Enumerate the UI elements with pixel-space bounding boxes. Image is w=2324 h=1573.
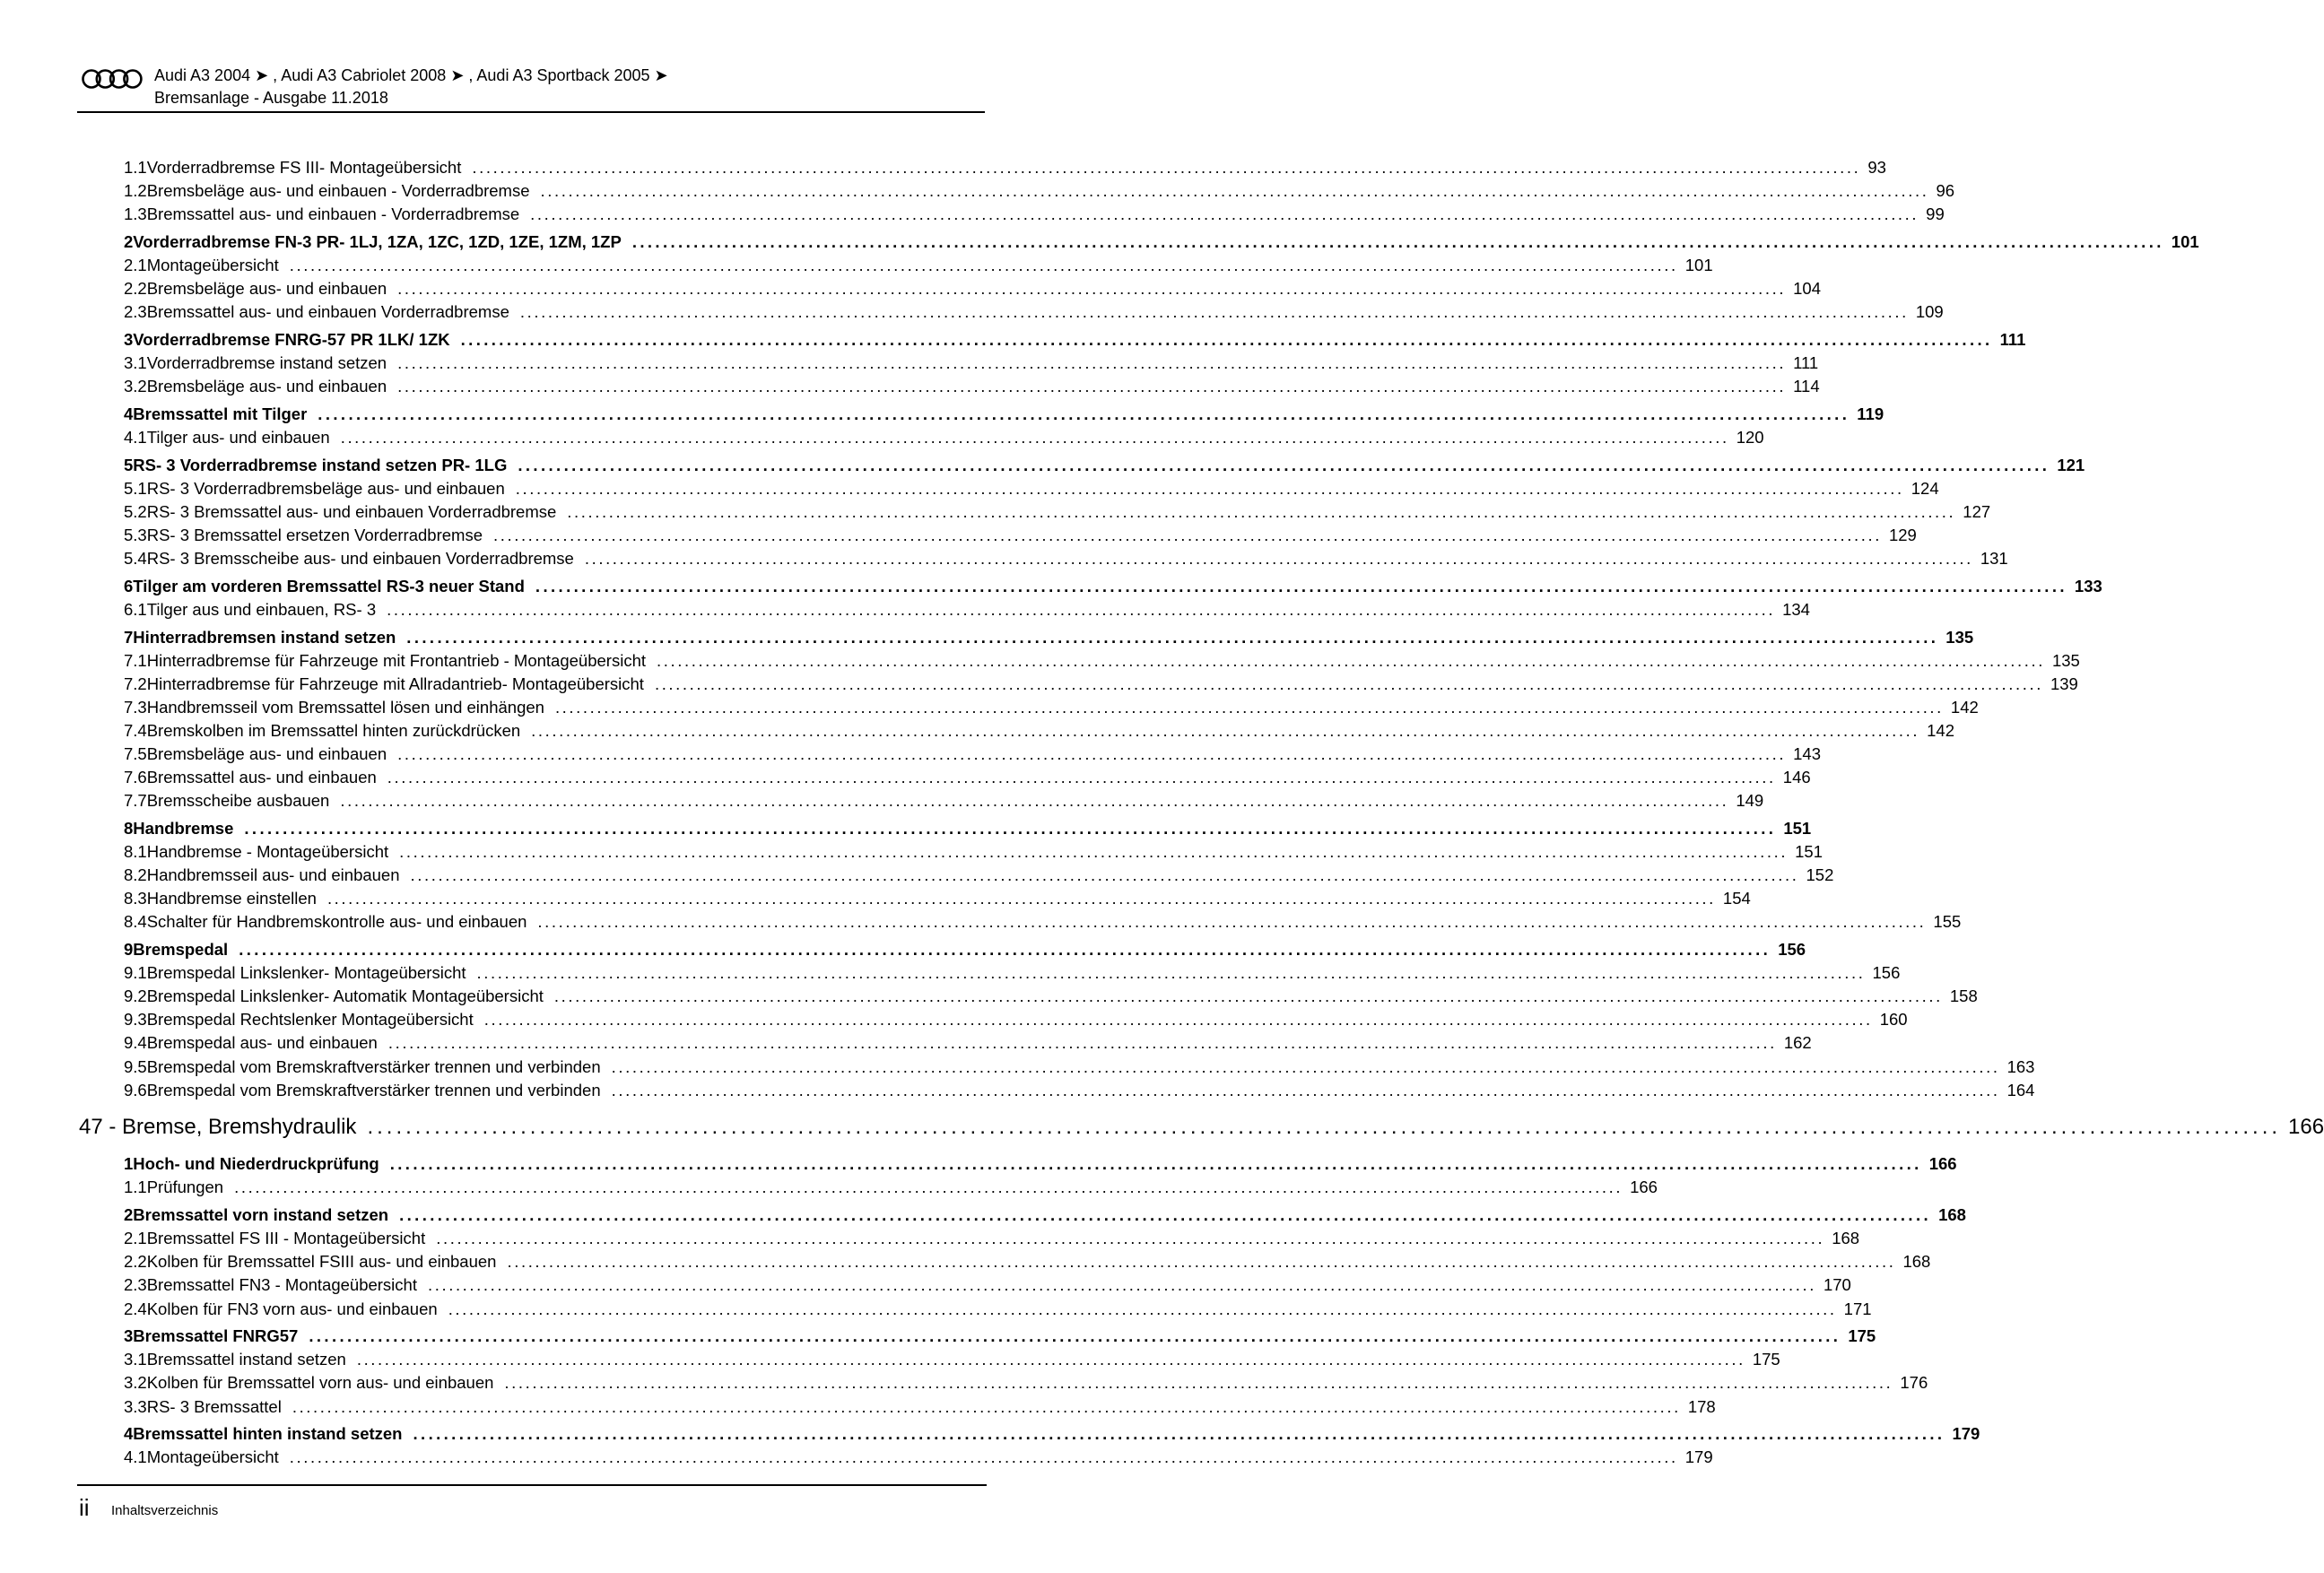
toc-dot-leader: ........................................................................................................................................................................................................	[309, 1326, 1841, 1346]
toc-entry-title: RS- 3 Bremsscheibe aus- und einbauen Vorderradbremse	[146, 549, 574, 568]
toc-entry-title: Bremssattel vorn instand setzen	[133, 1205, 389, 1225]
header-manual-title: Bremsanlage - Ausgabe 11.2018	[154, 89, 388, 107]
toc-dot-leader: ........................................................................................................................................................................................................	[535, 576, 2067, 595]
header-vehicle-models: Audi A3 2004 ➤ , Audi A3 Cabriolet 2008 ➤ , Audi A3 Sportback 2005 ➤	[154, 66, 668, 84]
toc-page-number: 149	[1736, 791, 1764, 811]
toc-entry-row[interactable]	[124, 743, 1821, 765]
toc-dot-leader: ........................................................................................................................................................................................................	[553, 986, 1943, 1006]
toc-entry-row[interactable]	[124, 501, 1991, 523]
toc-entry-row[interactable]	[124, 841, 1823, 863]
toc-entry-title: Kolben für Bremssattel vorn aus- und einbauen	[146, 1373, 494, 1393]
toc-entry-number: 5.1	[124, 478, 147, 498]
toc-entry-number: 8.4	[124, 912, 147, 932]
toc-entry-number: 2.1	[124, 256, 147, 274]
toc-entry-row[interactable]	[124, 1056, 2035, 1078]
toc-page-number: 179	[1952, 1424, 1980, 1444]
toc-entry-title: RS- 3 Vorderradbremse instand setzen PR- 1LG	[133, 455, 508, 474]
toc-entry-title: Bremspedal vom Bremskraftverstärker trennen und verbinden	[146, 1056, 601, 1076]
toc-dot-leader: ........................................................................................................................................................................................................	[584, 549, 1973, 568]
toc-entry-row[interactable]	[124, 548, 2008, 569]
toc-entry-number: 7.4	[124, 720, 147, 740]
toc-dot-leader: ........................................................................................................................................................................................................	[413, 1424, 1945, 1444]
toc-entry-title: Bremssattel hinten instand setzen	[133, 1424, 403, 1444]
toc-entry-row[interactable]	[124, 427, 1764, 448]
toc-entry-title: Handbremse einstellen	[146, 889, 317, 908]
toc-chapter-row[interactable]	[124, 627, 1974, 648]
toc-entry-number: 4	[124, 404, 134, 423]
toc-page-number: 146	[1782, 768, 1811, 787]
toc-entry-number: 3.2	[124, 377, 147, 396]
toc-entry-title: Bremssattel FN3 - Montageübersicht	[146, 1275, 417, 1295]
toc-entry-number: 2.1	[124, 1229, 147, 1248]
toc-dot-leader: ........................................................................................................................................................................................................	[292, 1396, 1681, 1416]
toc-entry-number: 2.2	[124, 279, 147, 299]
toc-page-number: 166	[1928, 1154, 1957, 1174]
toc-entry-number: 7	[124, 627, 134, 647]
toc-dot-leader: ........................................................................................................................................................................................................	[244, 818, 1777, 838]
toc-page-number: 104	[1793, 279, 1821, 299]
toc-chapter-row[interactable]	[124, 576, 2102, 597]
toc-entry-number: 1.2	[124, 181, 147, 201]
toc-entry-row[interactable]	[124, 962, 1901, 984]
toc-entry-number: 9	[124, 940, 134, 959]
toc-page-number: 155	[1933, 912, 1962, 932]
toc-entry-title: Schalter für Handbremskontrolle aus- und einbauen	[146, 912, 527, 932]
toc-entry-number: 5.2	[124, 501, 147, 521]
toc-entry-number: 7.1	[124, 650, 147, 670]
toc-entry-title: Tilger aus- und einbauen	[146, 427, 330, 447]
toc-page-number: 111	[1999, 329, 2026, 349]
toc-page-number: 121	[2057, 455, 2085, 474]
toc-entry-number: 3.2	[124, 1373, 147, 1393]
toc-page-number: 142	[1927, 720, 1954, 740]
toc-entry-number: 3	[124, 329, 134, 349]
toc-entry-title: Vorderradbremse instand setzen	[146, 353, 387, 372]
toc-entry-row[interactable]	[124, 674, 2078, 695]
footer-page-number: ii	[79, 1494, 90, 1521]
toc-dot-leader: ........................................................................................................................................................................................................	[519, 302, 1909, 322]
toc-page-number: 143	[1793, 744, 1821, 763]
toc-entry-row[interactable]	[124, 1177, 1658, 1198]
toc-page-number: 135	[1945, 627, 1974, 647]
toc-dot-leader: ........................................................................................................................................................................................................	[318, 404, 1850, 423]
toc-entry-number: 5.3	[124, 525, 147, 544]
toc-entry-number: 7.3	[124, 697, 147, 717]
toc-page-number: 124	[1911, 478, 1939, 498]
toc-chapter-row[interactable]	[124, 1423, 1980, 1445]
toc-entry-number: 3.3	[124, 1396, 147, 1416]
toc-entry-title: RS- 3 Vorderradbremsbeläge aus- und einbauen	[146, 478, 505, 498]
toc-entry-title: Bremspedal vom Bremskraftverstärker trennen und verbinden	[146, 1080, 601, 1099]
toc-dot-leader: ........................................................................................................................................................................................................	[611, 1080, 2000, 1099]
toc-dot-leader: ........................................................................................................................................................................................................	[515, 478, 1904, 498]
toc-page-number: 139	[2050, 674, 2078, 693]
toc-entry-number: 9.6	[124, 1080, 147, 1099]
toc-page-number: 101	[2171, 231, 2199, 251]
toc-entry-title: Bremssattel instand setzen	[146, 1350, 346, 1369]
toc-chapter-row[interactable]	[124, 329, 2026, 351]
toc-dot-leader: ........................................................................................................................................................................................................	[340, 427, 1729, 447]
toc-page-number: 129	[1888, 525, 1917, 544]
toc-page-number: 151	[1795, 842, 1823, 861]
toc-entry-title: Handbremsseil aus- und einbauen	[146, 865, 400, 885]
toc-dot-leader: ........................................................................................................................................................................................................	[567, 501, 1956, 521]
toc-entry-number: 6.1	[124, 599, 147, 619]
toc-entry-title: Tilger aus und einbauen, RS- 3	[146, 599, 377, 619]
toc-page-number: 163	[2006, 1056, 2035, 1076]
toc-entry-title: Bremspedal aus- und einbauen	[146, 1033, 378, 1053]
toc-dot-leader: ........................................................................................................................................................................................................	[397, 279, 1787, 299]
toc-entry-title: Handbremse	[133, 818, 234, 838]
toc-entry-title: Bremsbeläge aus- und einbauen	[146, 377, 387, 396]
toc-page-number: 156	[1778, 940, 1806, 959]
toc-page-number: 162	[1783, 1033, 1812, 1053]
toc-dot-leader: ........................................................................................................................................................................................................	[387, 768, 1776, 787]
toc-entry-title: Bremskolben im Bremssattel hinten zurückdrücken	[146, 720, 521, 740]
toc-page-number: 176	[1900, 1373, 1928, 1393]
toc-entry-row[interactable]	[124, 376, 1820, 397]
toc-entry-row[interactable]	[124, 767, 1811, 788]
toc-entry-title: Vorderradbremse FNRG-57 PR 1LK/ 1ZK	[133, 329, 450, 349]
toc-entry-title: Bremsbeläge aus- und einbauen	[146, 744, 387, 763]
toc-entry-number: 2	[124, 231, 134, 251]
toc-entry-number: 1	[124, 1154, 134, 1174]
toc-entry-row[interactable]	[124, 1251, 1931, 1273]
toc-dot-leader: ........................................................................................................................................................................................................	[387, 1033, 1777, 1053]
toc-entry-row[interactable]	[124, 525, 1917, 546]
toc-entry-title: Bremssattel mit Tilger	[133, 404, 308, 423]
toc-page-number: 166	[2288, 1114, 2324, 1139]
toc-dot-leader: ........................................................................................................................................................................................................	[234, 1178, 1623, 1197]
toc-entry-number: 8	[124, 818, 134, 838]
toc-dot-leader: ........................................................................................................................................................................................................	[397, 744, 1787, 763]
toc-page-number: 101	[1684, 256, 1713, 274]
toc-entry-title: Bremsbeläge aus- und einbauen - Vorderradbremse	[146, 181, 530, 201]
toc-page-number: 168	[1832, 1229, 1860, 1248]
toc-entry-number: 9.3	[124, 1010, 147, 1030]
toc-dot-leader: ........................................................................................................................................................................................................	[483, 1010, 1873, 1030]
toc-chapter-row[interactable]	[124, 1204, 1966, 1226]
toc-section-heading[interactable]	[79, 1114, 2324, 1141]
toc-dot-leader: ........................................................................................................................................................................................................	[340, 791, 1729, 811]
toc-entry-row[interactable]	[124, 157, 1886, 178]
toc-entry-number: 7.6	[124, 768, 147, 787]
toc-entry-row[interactable]	[124, 650, 2080, 672]
toc-entry-row[interactable]	[124, 1372, 1928, 1394]
toc-dot-leader: ........................................................................................................................................................................................................	[397, 353, 1787, 372]
toc-entry-title: Hinterradbremsen instand setzen	[133, 627, 396, 647]
toc-entry-number: 9.1	[124, 963, 147, 983]
toc-dot-leader: ........................................................................................................................................................................................................	[289, 256, 1678, 274]
toc-page-number: 156	[1872, 963, 1901, 983]
toc-entry-row[interactable]	[124, 1080, 2035, 1101]
toc-entry-title: Handbremse - Montageübersicht	[146, 842, 389, 861]
toc-entry-number: 8.3	[124, 889, 147, 908]
toc-entry-row[interactable]	[124, 1274, 1851, 1296]
toc-entry-row[interactable]	[124, 790, 1764, 812]
toc-page-number: 142	[1950, 697, 1979, 717]
toc-page-number: 133	[2074, 576, 2102, 595]
toc-dot-leader: ........................................................................................................................................................................................................	[492, 525, 1882, 544]
toc-page-number: 164	[2006, 1080, 2035, 1099]
toc-dot-leader: ........................................................................................................................................................................................................	[389, 1154, 1922, 1174]
toc-page-number: 131	[1980, 549, 2008, 568]
toc-dot-leader: ........................................................................................................................................................................................................	[537, 912, 1927, 932]
toc-entry-row[interactable]	[124, 911, 1962, 933]
toc-dot-leader: ........................................................................................................................................................................................................	[367, 1114, 2282, 1139]
toc-page-number: 135	[2051, 650, 2080, 670]
toc-entry-title: Prüfungen	[146, 1178, 224, 1197]
toc-page-number: 179	[1684, 1447, 1713, 1467]
toc-entry-number: 9.2	[124, 986, 147, 1006]
toc-dot-leader: ........................................................................................................................................................................................................	[507, 1252, 1896, 1272]
toc-entry-row[interactable]	[124, 204, 1945, 225]
toc-page-number: 158	[1949, 986, 1978, 1006]
toc-entry-number: 5.4	[124, 549, 147, 568]
toc-entry-title: Bremssattel FS III - Montageübersicht	[146, 1229, 426, 1248]
toc-page-number: 154	[1722, 889, 1751, 908]
toc-page-number: 168	[1902, 1252, 1931, 1272]
toc-entry-number: 5	[124, 455, 134, 474]
toc-entry-row[interactable]	[124, 1228, 1860, 1249]
toc-entry-title: Tilger am vorderen Bremssattel RS-3 neuer Stand	[133, 576, 525, 595]
toc-entry-number: 1.1	[124, 158, 147, 177]
toc-entry-number: 9.5	[124, 1056, 147, 1076]
toc-page-number: 168	[1938, 1205, 1966, 1225]
toc-entry-number: 7.7	[124, 791, 147, 811]
toc-dot-leader: ........................................................................................................................................................................................................	[611, 1056, 2000, 1076]
toc-entry-number: 3.1	[124, 353, 147, 372]
toc-entry-number: 2.4	[124, 1299, 147, 1318]
toc-entry-number: 8.1	[124, 842, 147, 861]
toc-entry-number: 7.5	[124, 744, 147, 763]
toc-entry-row[interactable]	[124, 352, 1819, 374]
toc-page-number: 114	[1793, 377, 1820, 396]
toc-page-number: 134	[1782, 599, 1810, 619]
toc-entry-title: Bremspedal Linkslenker- Automatik Montageübersicht	[146, 986, 544, 1006]
toc-dot-leader: ........................................................................................................................................................................................................	[530, 204, 1919, 224]
toc-chapter-row[interactable]	[124, 818, 1812, 839]
toc-entry-row[interactable]	[124, 888, 1751, 909]
toc-entry-title: Vorderradbremse FN-3 PR- 1LJ, 1ZA, 1ZC, 1ZD, 1ZE, 1ZM, 1ZP	[133, 231, 622, 251]
toc-page-number: 109	[1915, 302, 1944, 322]
toc-entry-row[interactable]	[124, 599, 1810, 621]
toc-page-number: 93	[1867, 158, 1886, 177]
toc-entry-title: Bremssattel aus- und einbauen	[146, 768, 377, 787]
toc-page-number: 175	[1848, 1326, 1876, 1346]
toc-entry-row[interactable]	[124, 478, 1939, 500]
toc-entry-title: Hinterradbremse für Fahrzeuge mit Frontantrieb - Montageübersicht	[146, 650, 646, 670]
toc-chapter-row[interactable]	[124, 455, 2085, 476]
toc-page-number: 120	[1736, 427, 1764, 447]
toc-entry-number: 2	[124, 1205, 134, 1225]
toc-page-number: 127	[1963, 501, 1991, 521]
toc-dot-leader: ........................................................................................................................................................................................................	[410, 865, 1799, 885]
toc-entry-title: Montageübersicht	[146, 1447, 279, 1467]
toc-dot-leader: ........................................................................................................................................................................................................	[387, 599, 1776, 619]
toc-dot-leader: ........................................................................................................................................................................................................	[531, 720, 1920, 740]
toc-entry-title: Bremsbeläge aus- und einbauen	[146, 279, 387, 299]
toc-entry-number: 8.2	[124, 865, 147, 885]
toc-entry-row[interactable]	[124, 697, 1979, 718]
toc-entry-row[interactable]	[124, 865, 1834, 886]
toc-dot-leader: ........................................................................................................................................................................................................	[239, 940, 1771, 959]
toc-entry-title: Bremspedal	[133, 940, 229, 959]
toc-entry-title: RS- 3 Bremssattel	[146, 1396, 282, 1416]
toc-dot-leader: ........................................................................................................................................................................................................	[472, 158, 1861, 177]
toc-page-number: 152	[1806, 865, 1834, 885]
toc-entry-number: 4	[124, 1424, 134, 1444]
toc-entry-title: RS- 3 Bremssattel aus- und einbauen Vorderradbremse	[146, 501, 557, 521]
toc-chapter-row[interactable]	[124, 1153, 1957, 1175]
toc-chapter-row[interactable]	[124, 939, 1806, 960]
toc-dot-leader: ........................................................................................................................................................................................................	[427, 1275, 1816, 1295]
toc-entry-number: 1.3	[124, 204, 147, 224]
toc-dot-leader: ........................................................................................................................................................................................................	[540, 181, 1929, 201]
toc-entry-row[interactable]	[124, 986, 1978, 1007]
toc-entry-title: Bremssattel aus- und einbauen Vorderradbremse	[146, 302, 509, 322]
footer-section-name: Inhaltsverzeichnis	[111, 1503, 219, 1518]
toc-entry-title: Kolben für FN3 vorn aus- und einbauen	[146, 1299, 438, 1318]
toc-page-number: 170	[1823, 1275, 1851, 1295]
toc-entry-row[interactable]	[124, 1032, 1812, 1054]
toc-dot-leader: ........................................................................................................................................................................................................	[326, 889, 1716, 908]
toc-entry-title: Bremspedal Rechtslenker Montageübersicht	[146, 1010, 474, 1030]
toc-page-number: 111	[1793, 353, 1819, 372]
toc-entry-number: 2.3	[124, 302, 147, 322]
toc-entry-number: 4.1	[124, 1447, 147, 1467]
toc-dot-leader: ........................................................................................................................................................................................................	[504, 1373, 1893, 1393]
toc-entry-row[interactable]	[124, 255, 1713, 276]
toc-entry-title: 47 - Bremse, Bremshydraulik	[79, 1114, 357, 1139]
toc-dot-leader: ........................................................................................................................................................................................................	[554, 697, 1944, 717]
toc-entry-number: 3.1	[124, 1350, 147, 1369]
toc-dot-leader: ........................................................................................................................................................................................................	[518, 455, 2050, 474]
toc-page-number: 160	[1879, 1010, 1908, 1030]
footer-divider	[77, 1484, 987, 1486]
toc-entry-title: RS- 3 Bremssattel ersetzen Vorderradbremse	[146, 525, 483, 544]
toc-entry-title: Bremsscheibe ausbauen	[146, 791, 330, 811]
toc-entry-number: 1.1	[124, 1178, 147, 1197]
toc-page-number: 96	[1936, 181, 1955, 201]
toc-entry-number: 7.2	[124, 674, 147, 693]
toc-entry-number: 9.4	[124, 1033, 147, 1053]
toc-entry-row[interactable]	[124, 1447, 1713, 1468]
toc-entry-row[interactable]	[124, 720, 1954, 742]
toc-page-number: 151	[1783, 818, 1812, 838]
toc-entry-title: Montageübersicht	[146, 256, 279, 274]
toc-dot-leader: ........................................................................................................................................................................................................	[657, 650, 2045, 670]
toc-entry-row[interactable]	[124, 1009, 1908, 1030]
toc-page-number: 119	[1857, 404, 1884, 423]
toc-entry-number: 2.3	[124, 1275, 147, 1295]
toc-entry-row[interactable]	[124, 278, 1821, 300]
toc-entry-row[interactable]	[124, 1299, 1872, 1320]
toc-entry-title: Hoch- und Niederdruckprüfung	[133, 1154, 379, 1174]
toc-dot-leader: ........................................................................................................................................................................................................	[436, 1229, 1825, 1248]
toc-entry-number: 3	[124, 1326, 134, 1346]
toc-page-number: 175	[1752, 1350, 1780, 1369]
toc-entry-title: Bremspedal Linkslenker- Montageübersicht	[146, 963, 466, 983]
toc-dot-leader: ........................................................................................................................................................................................................	[399, 1205, 1932, 1225]
toc-entry-number: 2.2	[124, 1252, 147, 1272]
toc-dot-leader: ........................................................................................................................................................................................................	[448, 1299, 1837, 1318]
toc-entry-row[interactable]	[124, 1349, 1780, 1370]
toc-entry-title: Bremssattel aus- und einbauen - Vorderradbremse	[146, 204, 520, 224]
toc-dot-leader: ........................................................................................................................................................................................................	[399, 842, 1789, 861]
toc-entry-number: 6	[124, 576, 134, 595]
toc-chapter-row[interactable]	[124, 231, 2199, 253]
toc-entry-title: Vorderradbremse FS III- Montageübersicht	[146, 158, 462, 177]
toc-entry-number: 4.1	[124, 427, 147, 447]
toc-chapter-row[interactable]	[124, 404, 1884, 425]
toc-dot-leader: ........................................................................................................................................................................................................	[289, 1447, 1678, 1467]
toc-dot-leader: ........................................................................................................................................................................................................	[654, 674, 2043, 693]
toc-entry-title: Kolben für Bremssattel FSIII aus- und einbauen	[146, 1252, 497, 1272]
toc-entry-title: Handbremsseil vom Bremssattel lösen und einhängen	[146, 697, 544, 717]
toc-page-number: 99	[1926, 204, 1945, 224]
toc-dot-leader: ........................................................................................................................................................................................................	[406, 627, 1939, 647]
toc-dot-leader: ........................................................................................................................................................................................................	[631, 231, 2164, 251]
toc-entry-row[interactable]	[124, 180, 1955, 202]
toc-dot-leader: ........................................................................................................................................................................................................	[397, 377, 1787, 396]
toc-entry-title: Hinterradbremse für Fahrzeuge mit Allradantrieb- Montageübersicht	[146, 674, 644, 693]
toc-page-number: 178	[1687, 1396, 1716, 1416]
toc-entry-row[interactable]	[124, 301, 1944, 323]
toc-dot-leader: ........................................................................................................................................................................................................	[356, 1350, 1745, 1369]
toc-page-number: 166	[1630, 1178, 1658, 1197]
toc-dot-leader: ........................................................................................................................................................................................................	[460, 329, 1993, 349]
toc-dot-leader: ........................................................................................................................................................................................................	[476, 963, 1866, 983]
toc-page-number: 171	[1843, 1299, 1872, 1318]
toc-entry-row[interactable]	[124, 1396, 1716, 1418]
toc-chapter-row[interactable]	[124, 1325, 1876, 1347]
toc-entry-title: Bremssattel FNRG57	[133, 1326, 299, 1346]
